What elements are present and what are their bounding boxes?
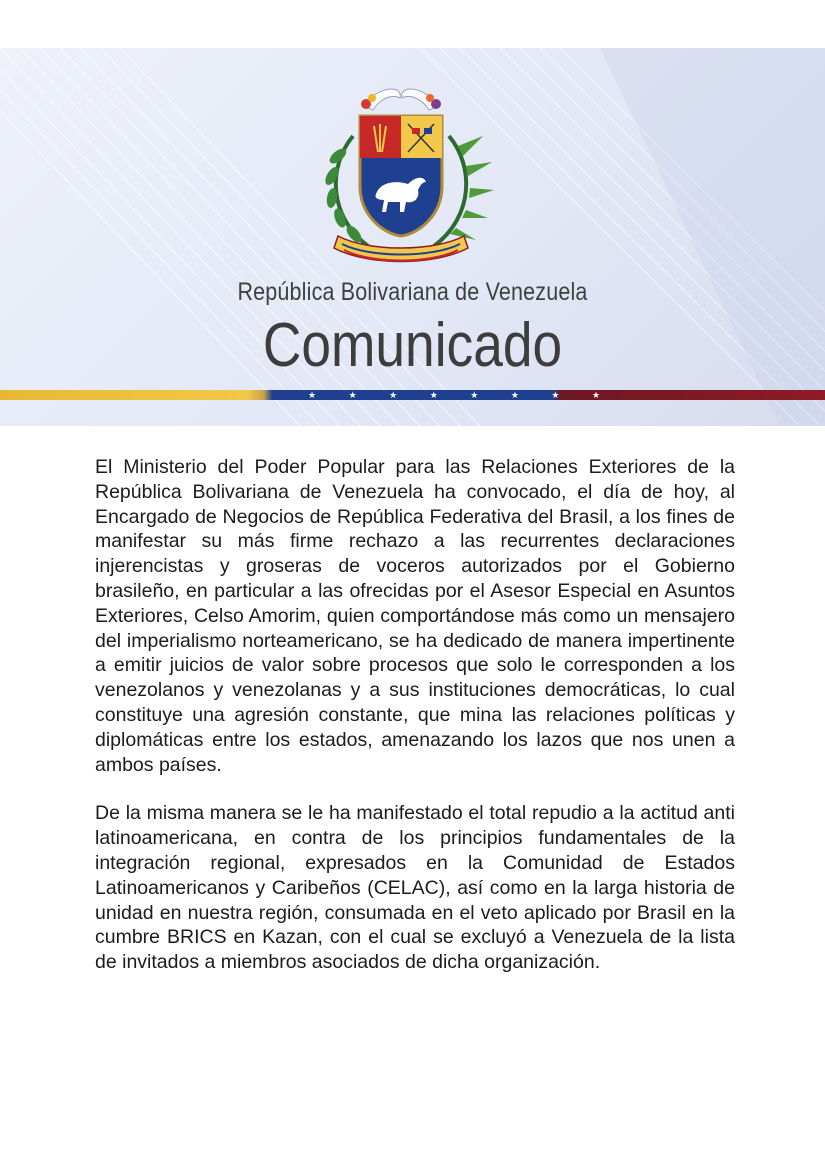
paragraph: El Ministerio del Poder Popular para las Relaciones Exteriores de la República Bolivariana de Venezuela ha convocado, el día de hoy, al Encargado de Negocios de República Federativa del Brasil, a los fines de manifestar su más firme rechazo a las recurrentes declaraciones injerencistas y groseras de voceros autorizados por el Gobierno brasileño, en particular a las ofrecidas por el Asesor Especial en Asuntos Exteriores, Celso Amorim, quien comportándose más como un mensajero del imperialismo norteamericano, se ha dedicado de manera impertinente a emitir juicios de valor sobre procesos que solo le corresponden a los venezolanos y venezolanas y a sus instituciones democráticas, lo cual constituye una agresión constante, que mina las relaciones políticas y diplomáticas entre los estados, amenazando los lazos que nos unen a ambos países. [95, 456, 735, 776]
letterhead [0, 48, 825, 426]
stars-icon: ★ ★ ★ ★ ★ ★ ★ ★ [308, 390, 616, 400]
country-name: República Bolivariana de Venezuela [237, 278, 588, 306]
document-title: Comunicado [262, 311, 563, 380]
coat-of-arms-icon [308, 76, 494, 272]
paragraph: De la misma manera se le ha manifestado el total repudio a la actitud anti latinoamericana, en contra de los principios fundamentales de la integración regional, expresados en la Comunidad de Estados Latinoamericanos y Caribeños (CELAC), así como en la larga historia de unidad en nuestra región, consumada en el veto aplicado por Brasil en la cumbre BRICS en Kazan, con el cual se excluyó a Venezuela de la lista de invitados a miembros asociados de dicha organización. [95, 802, 735, 974]
communique-body [95, 455, 735, 999]
